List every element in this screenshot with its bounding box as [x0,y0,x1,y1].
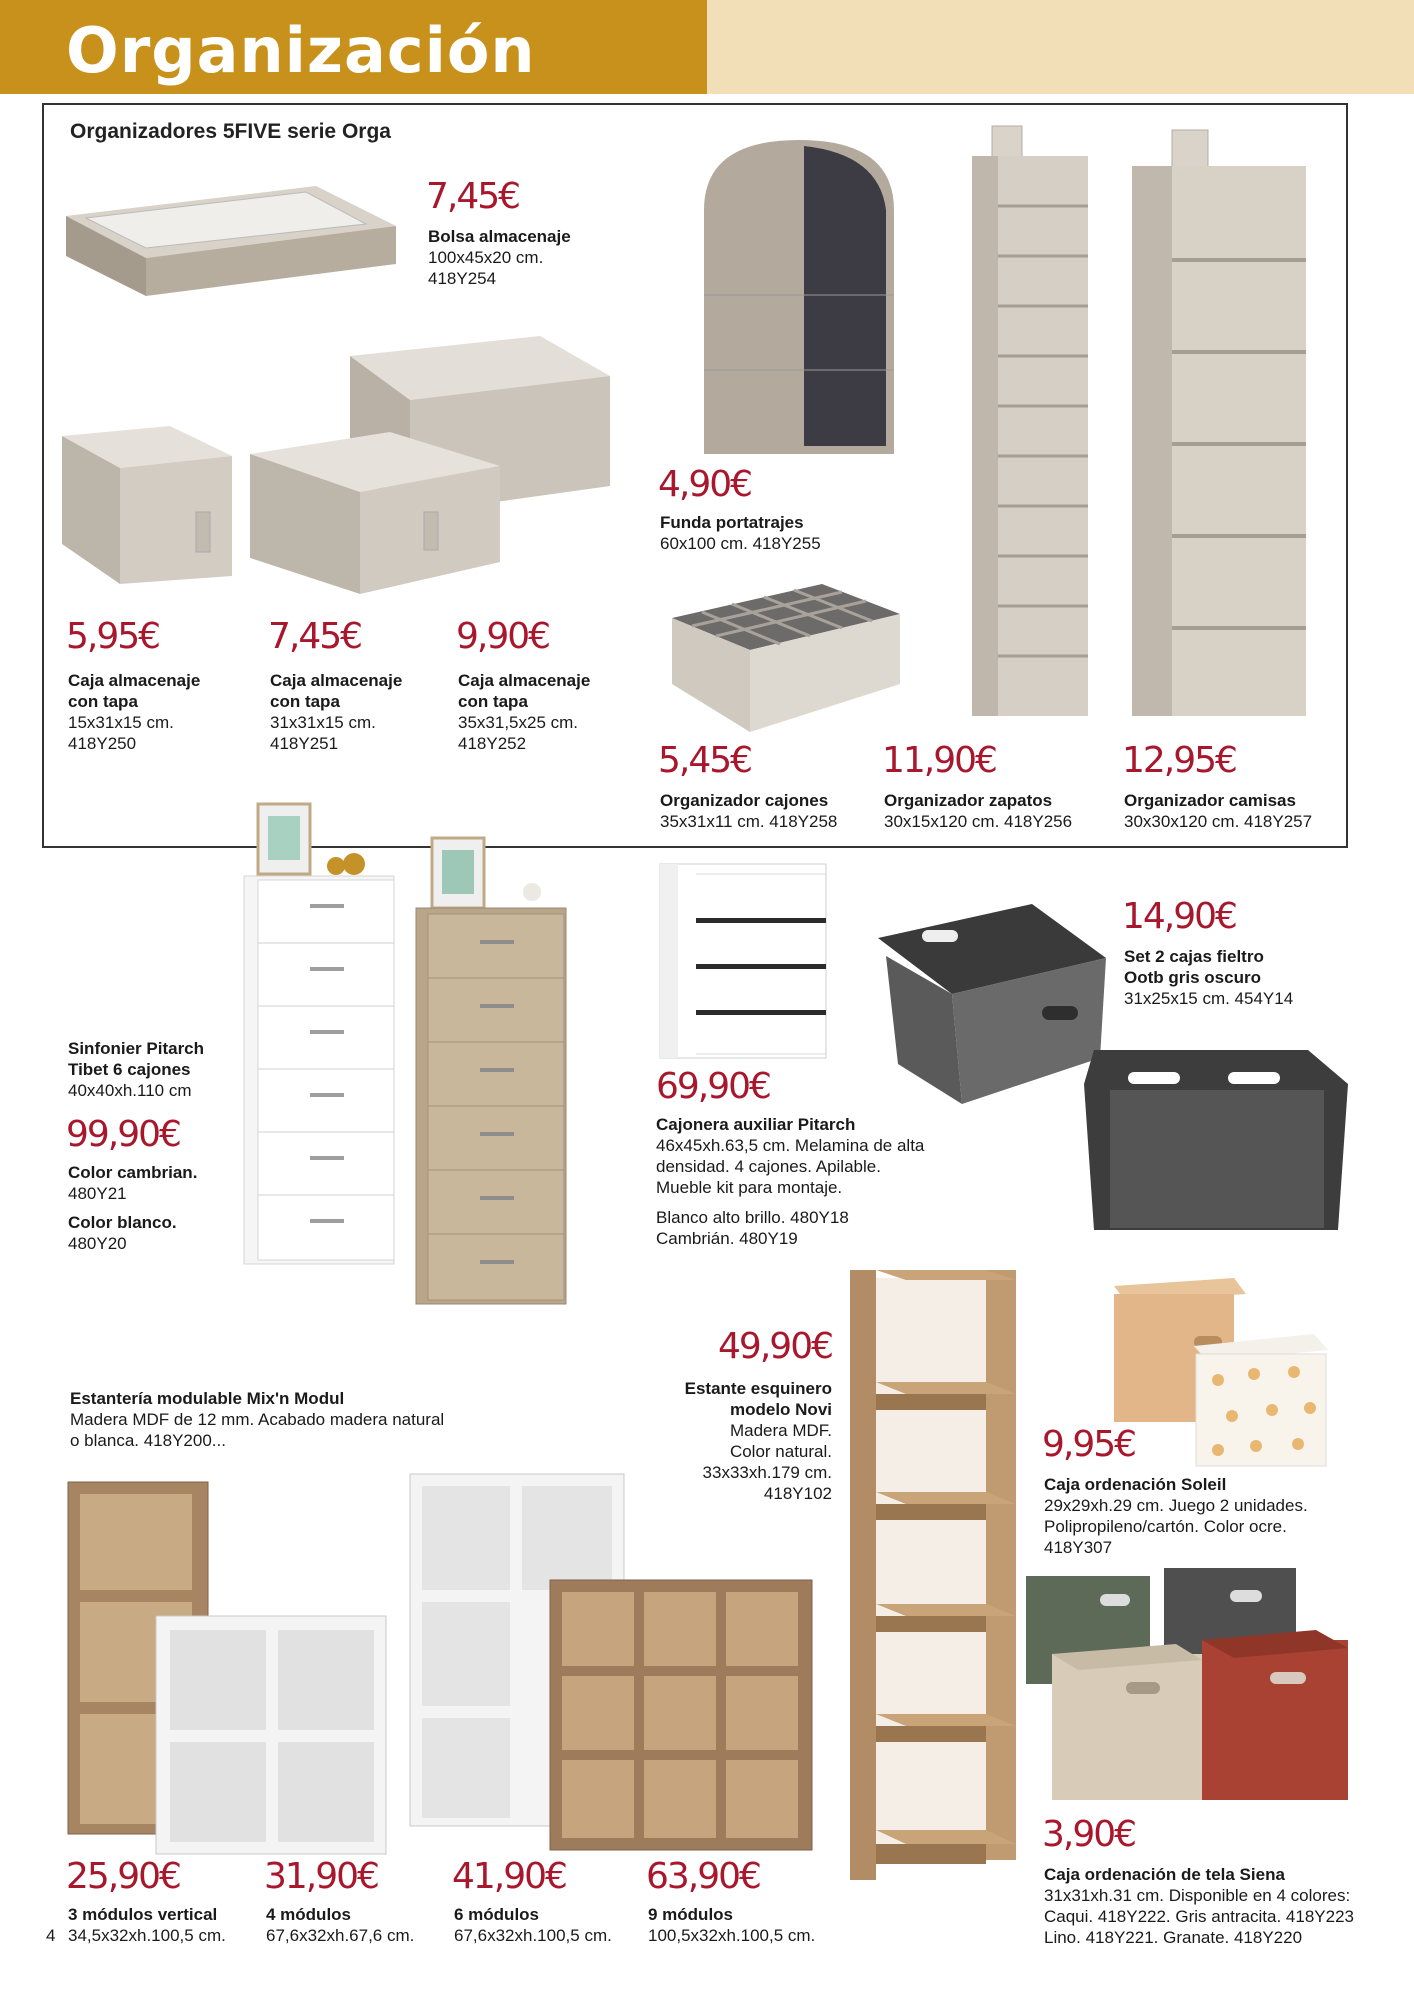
price-modulos-3: 25,90€ [66,1856,180,1897]
shoe-organizer-image [972,126,1088,716]
price-esquinero: 49,90€ [718,1326,832,1367]
dims-camisas: 30x30x120 cm. 418Y257 [1124,812,1313,831]
price-caja2: 7,45€ [268,616,362,657]
cajonera-line1: 46x45xh.63,5 cm. Melamina de alta [656,1136,925,1155]
price-caja3: 9,90€ [456,616,550,657]
name-caja2-a: Caja almacenaje [270,671,403,690]
price-camisas: 12,95€ [1122,740,1236,781]
header-bar-light [707,0,1414,94]
price-modulos-9: 63,90€ [646,1856,760,1897]
siena-line2: Caqui. 418Y222. Gris antracita. 418Y223 [1044,1907,1354,1926]
dims-modulos-4: 67,6x32xh.67,6 cm. [266,1926,415,1945]
dims-fieltro: 31x25x15 cm. 454Y14 [1124,989,1294,1008]
name-funda: Funda portatrajes [660,513,804,532]
name-cajonera: Cajonera auxiliar Pitarch [656,1115,856,1134]
cajonera-line3: Mueble kit para montaje. [656,1178,843,1197]
ref-caja2: 418Y251 [270,734,339,753]
dims-modulos-3: 34,5x32xh.100,5 cm. [68,1926,226,1945]
storage-boxes-image [60,336,620,596]
esquinero-line4: 418Y102 [763,1484,832,1503]
price-bolsa: 7,45€ [426,176,520,217]
price-funda: 4,90€ [658,464,752,505]
price-cajones: 5,45€ [658,740,752,781]
name-cajones: Organizador cajones [660,791,829,810]
name-caja2-b: con tapa [270,692,340,711]
ref-caja3: 418Y252 [458,734,527,753]
page-title: Organización [66,14,536,87]
chest-of-drawers-image [242,804,582,1304]
dims-zapatos: 30x15x120 cm. 418Y256 [884,812,1073,831]
siena-line1: 31x31xh.31 cm. Disponible en 4 colores: [1044,1886,1351,1905]
price-caja1: 5,95€ [66,616,160,657]
name-zapatos: Organizador zapatos [884,791,1053,810]
name-modulos-3: 3 módulos vertical [68,1905,218,1924]
ref-bolsa: 418Y254 [428,269,497,288]
estanteria-line1: Madera MDF de 12 mm. Acabado madera natural [70,1410,445,1429]
dims-modulos-9: 100,5x32xh.100,5 cm. [648,1926,816,1945]
dims-caja2: 31x31x15 cm. [270,713,376,732]
color-cambrian: Color cambrian. [68,1163,198,1182]
price-sinfonier: 99,90€ [66,1114,180,1155]
drawer-unit-image [656,864,826,1058]
price-modulos-6: 41,90€ [452,1856,566,1897]
ref-blanco: 480Y20 [68,1234,127,1253]
dims-cajones: 35x31x11 cm. 418Y258 [660,812,838,831]
soleil-line2: Polipropileno/cartón. Color ocre. [1044,1517,1287,1536]
price-modulos-4: 31,90€ [264,1856,378,1897]
esquinero-line1: Madera MDF. [729,1421,832,1440]
soleil-line1: 29x29xh.29 cm. Juego 2 unidades. [1044,1496,1308,1515]
name-modulos-6: 6 módulos [454,1905,540,1924]
name-siena: Caja ordenación de tela Siena [1044,1865,1285,1884]
storage-bag-image [66,176,396,296]
name-fieltro-a: Set 2 cajas fieltro [1124,947,1264,966]
soleil-boxes-image [1114,1278,1334,1466]
dims-modulos-6: 67,6x32xh.100,5 cm. [454,1926,612,1945]
siena-boxes-image [1026,1564,1350,1808]
name-sinfonier-b: Tibet 6 cajones [68,1060,191,1079]
price-cajonera: 69,90€ [656,1066,770,1107]
price-soleil: 9,95€ [1042,1424,1136,1465]
color-blanco: Color blanco. [68,1213,177,1232]
name-caja1-a: Caja almacenaje [68,671,201,690]
name-soleil: Caja ordenación Soleil [1044,1475,1227,1494]
cajonera-line2: densidad. 4 cajones. Apilable. [656,1157,881,1176]
dims-funda: 60x100 cm. 418Y255 [660,534,821,553]
name-caja1-b: con tapa [68,692,138,711]
name-modulos-4: 4 módulos [266,1905,352,1924]
dims-sinfonier: 40x40xh.110 cm [68,1081,192,1100]
corner-shelf-image [850,1270,1016,1880]
cube-shelves-image [66,1474,812,1864]
cajonera-line5: Cambrián. 480Y19 [656,1229,798,1248]
name-modulos-9: 9 módulos [648,1905,734,1924]
orga-section-title: Organizadores 5FIVE serie Orga [70,120,391,143]
estanteria-line2: o blanca. 418Y200... [70,1431,226,1450]
ref-caja1: 418Y250 [68,734,137,753]
name-fieltro-b: Ootb gris oscuro [1124,968,1261,987]
drawer-organizer-image [672,584,902,732]
ref-cambrian: 480Y21 [68,1184,127,1203]
price-zapatos: 11,90€ [882,740,996,781]
garment-bag-image [704,140,894,454]
name-camisas: Organizador camisas [1124,791,1296,810]
soleil-line3: 418Y307 [1044,1538,1113,1557]
dims-bolsa: 100x45x20 cm. [428,248,544,267]
esquinero-line2: Color natural. [729,1442,832,1461]
name-caja3-b: con tapa [458,692,528,711]
name-estanteria: Estantería modulable Mix'n Modul [70,1389,345,1408]
dims-caja1: 15x31x15 cm. [68,713,174,732]
esquinero-line3: 33x33xh.179 cm. [702,1463,832,1482]
siena-line3: Lino. 418Y221. Granate. 418Y220 [1044,1928,1303,1947]
shirt-organizer-image [1132,130,1306,716]
felt-boxes-image [878,904,1348,1236]
price-siena: 3,90€ [1042,1814,1136,1855]
name-caja3-a: Caja almacenaje [458,671,591,690]
name-bolsa: Bolsa almacenaje [428,227,571,246]
price-fieltro: 14,90€ [1122,896,1236,937]
name-esquinero-b: modelo Novi [729,1400,832,1419]
cajonera-line4: Blanco alto brillo. 480Y18 [656,1208,849,1227]
dims-caja3: 35x31,5x25 cm. [458,713,579,732]
name-sinfonier-a: Sinfonier Pitarch [68,1039,205,1058]
name-esquinero-a: Estante esquinero [684,1379,832,1398]
page-number: 4 [46,1926,56,1945]
